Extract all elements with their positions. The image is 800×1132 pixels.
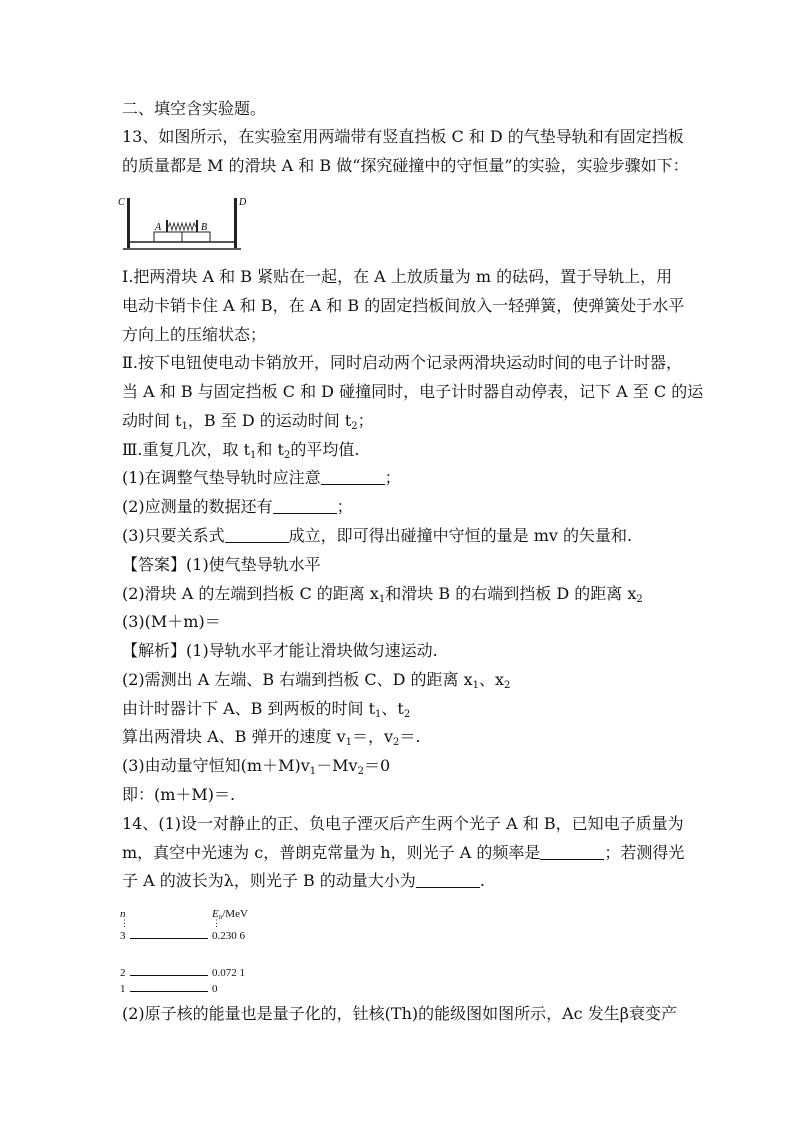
n-dots: ⋮ bbox=[120, 918, 129, 928]
analysis-line-5: (3)由动量守恒知$(m+M)v_1-Mv_2=0$ bbox=[122, 756, 391, 777]
level-1-line bbox=[130, 991, 208, 992]
label-b: B bbox=[201, 222, 208, 233]
label-a: A bbox=[155, 222, 162, 233]
analysis-line-3: 由计时器计下 A、B 到两板的时间 $t_1$、$t_2$ bbox=[122, 699, 411, 720]
air-track-figure bbox=[118, 192, 248, 254]
level-3-energy: 0.230 6 bbox=[212, 930, 245, 942]
step2-line-1: Ⅱ.按下电钮使电动卡销放开，同时启动两个记录两滑块运动时间的电子计时器， bbox=[122, 353, 682, 372]
slider-b bbox=[182, 232, 210, 242]
q13-part-3: (3)只要关系式 成立，即可得出碰撞中守恒的量是 mv 的矢量和. bbox=[122, 526, 633, 545]
q14-line-1: 14、(1)设一对静止的正、负电子湮灭后产生两个光子 A 和 B，已知电子质量为 bbox=[122, 814, 684, 833]
q14-line-4: (2)原子核的能量也是量子化的，钍核(Th)的能级图如图所示，Ac 发生β衰变产 bbox=[122, 1004, 677, 1023]
label-d: D bbox=[239, 197, 247, 208]
answer-line-1: 【答案】(1)使气垫导轨水平 bbox=[122, 555, 321, 574]
label-c: C bbox=[118, 197, 125, 208]
q13-line-2: 的质量都是 M 的滑块 A 和 B 做“探究碰撞中的守恒量”的实验，实验步骤如下： bbox=[122, 156, 689, 175]
level-1-energy: 0 bbox=[212, 983, 218, 995]
level-2-n: 2 bbox=[120, 967, 126, 979]
q14-line-3: 子 A 的波长为λ，则光子 B 的动量大小为 . bbox=[122, 871, 485, 890]
answer-blank-1[interactable] bbox=[321, 469, 385, 485]
analysis-line-6: 即：(m＋M)＝. bbox=[122, 785, 236, 804]
analysis-line-2: (2)需测出 A 左端、B 右端到挡板 C、D 的距离 $x_1$、$x_2$ bbox=[122, 670, 511, 691]
answer-blank-3[interactable] bbox=[225, 527, 289, 543]
q13-part-1: (1)在调整气垫导轨时应注意 ； bbox=[122, 468, 401, 487]
level-2-line bbox=[130, 975, 208, 976]
answer-blank-4[interactable] bbox=[540, 844, 604, 860]
e-dots: ⋮ bbox=[212, 918, 221, 928]
analysis-line-4: 算出两滑块 A、B 弹开的速度 $v_1=$，$v_2=$. bbox=[122, 727, 421, 748]
n-axis-label: n bbox=[120, 908, 126, 920]
level-2-energy: 0.072 1 bbox=[212, 967, 245, 979]
plate-c bbox=[127, 198, 130, 248]
section-title: 二、填空含实验题。 bbox=[122, 99, 267, 118]
stop-b bbox=[196, 220, 198, 232]
step2-line-2: 当 A 和 B 与固定挡板 C 和 D 碰撞同时，电子计时器自动停表，记下 A 至 C 的运 bbox=[122, 382, 704, 401]
step2-line-3: 动时间 $t_1$，B 至 D 的运动时间 $t_2$； bbox=[122, 411, 374, 432]
level-1-n: 1 bbox=[120, 983, 126, 995]
energy-level-diagram bbox=[120, 908, 260, 998]
level-3-n: 3 bbox=[120, 930, 126, 942]
q13-line-1: 13、如图所示，在实验室用两端带有竖直挡板 C 和 D 的气垫导轨和有固定挡板 bbox=[122, 127, 684, 146]
answer-line-3: (3)(M＋m)＝ bbox=[122, 612, 221, 631]
energy-axis-label: $E_n$/MeV bbox=[212, 908, 248, 921]
stop-a bbox=[166, 220, 168, 232]
level-3-line bbox=[130, 938, 208, 939]
step1-line-3: 方向上的压缩状态； bbox=[122, 325, 267, 344]
answer-line-2: (2)滑块 A 的左端到挡板 C 的距离 $x_1$和滑块 B 的右端到挡板 D 的距离 $x_2$ bbox=[122, 584, 643, 605]
step1-line-2: 电动卡销卡住 A 和 B，在 A 和 B 的固定挡板间放入一轻弹簧，使弹簧处于水平 bbox=[122, 296, 685, 315]
answer-blank-5[interactable] bbox=[416, 872, 480, 888]
q14-line-2: m，真空中光速为 c，普朗克常量为 h，则光子 A 的频率是 ；若测得光 bbox=[122, 843, 685, 862]
spring bbox=[168, 223, 196, 230]
answer-blank-2[interactable] bbox=[273, 498, 337, 514]
plate-d bbox=[234, 198, 237, 248]
step3-line: Ⅲ.重复几次，取 $t_1$和 $t_2$的平均值. bbox=[122, 440, 360, 461]
analysis-line-1: 【解析】(1)导轨水平才能让滑块做匀速运动. bbox=[122, 641, 438, 660]
step1-line-1: Ⅰ.把两滑块 A 和 B 紧贴在一起，在 A 上放质量为 m 的砝码，置于导轨上，用 bbox=[122, 267, 673, 286]
slider-a bbox=[154, 232, 182, 242]
q13-part-2: (2)应测量的数据还有 ； bbox=[122, 497, 353, 516]
